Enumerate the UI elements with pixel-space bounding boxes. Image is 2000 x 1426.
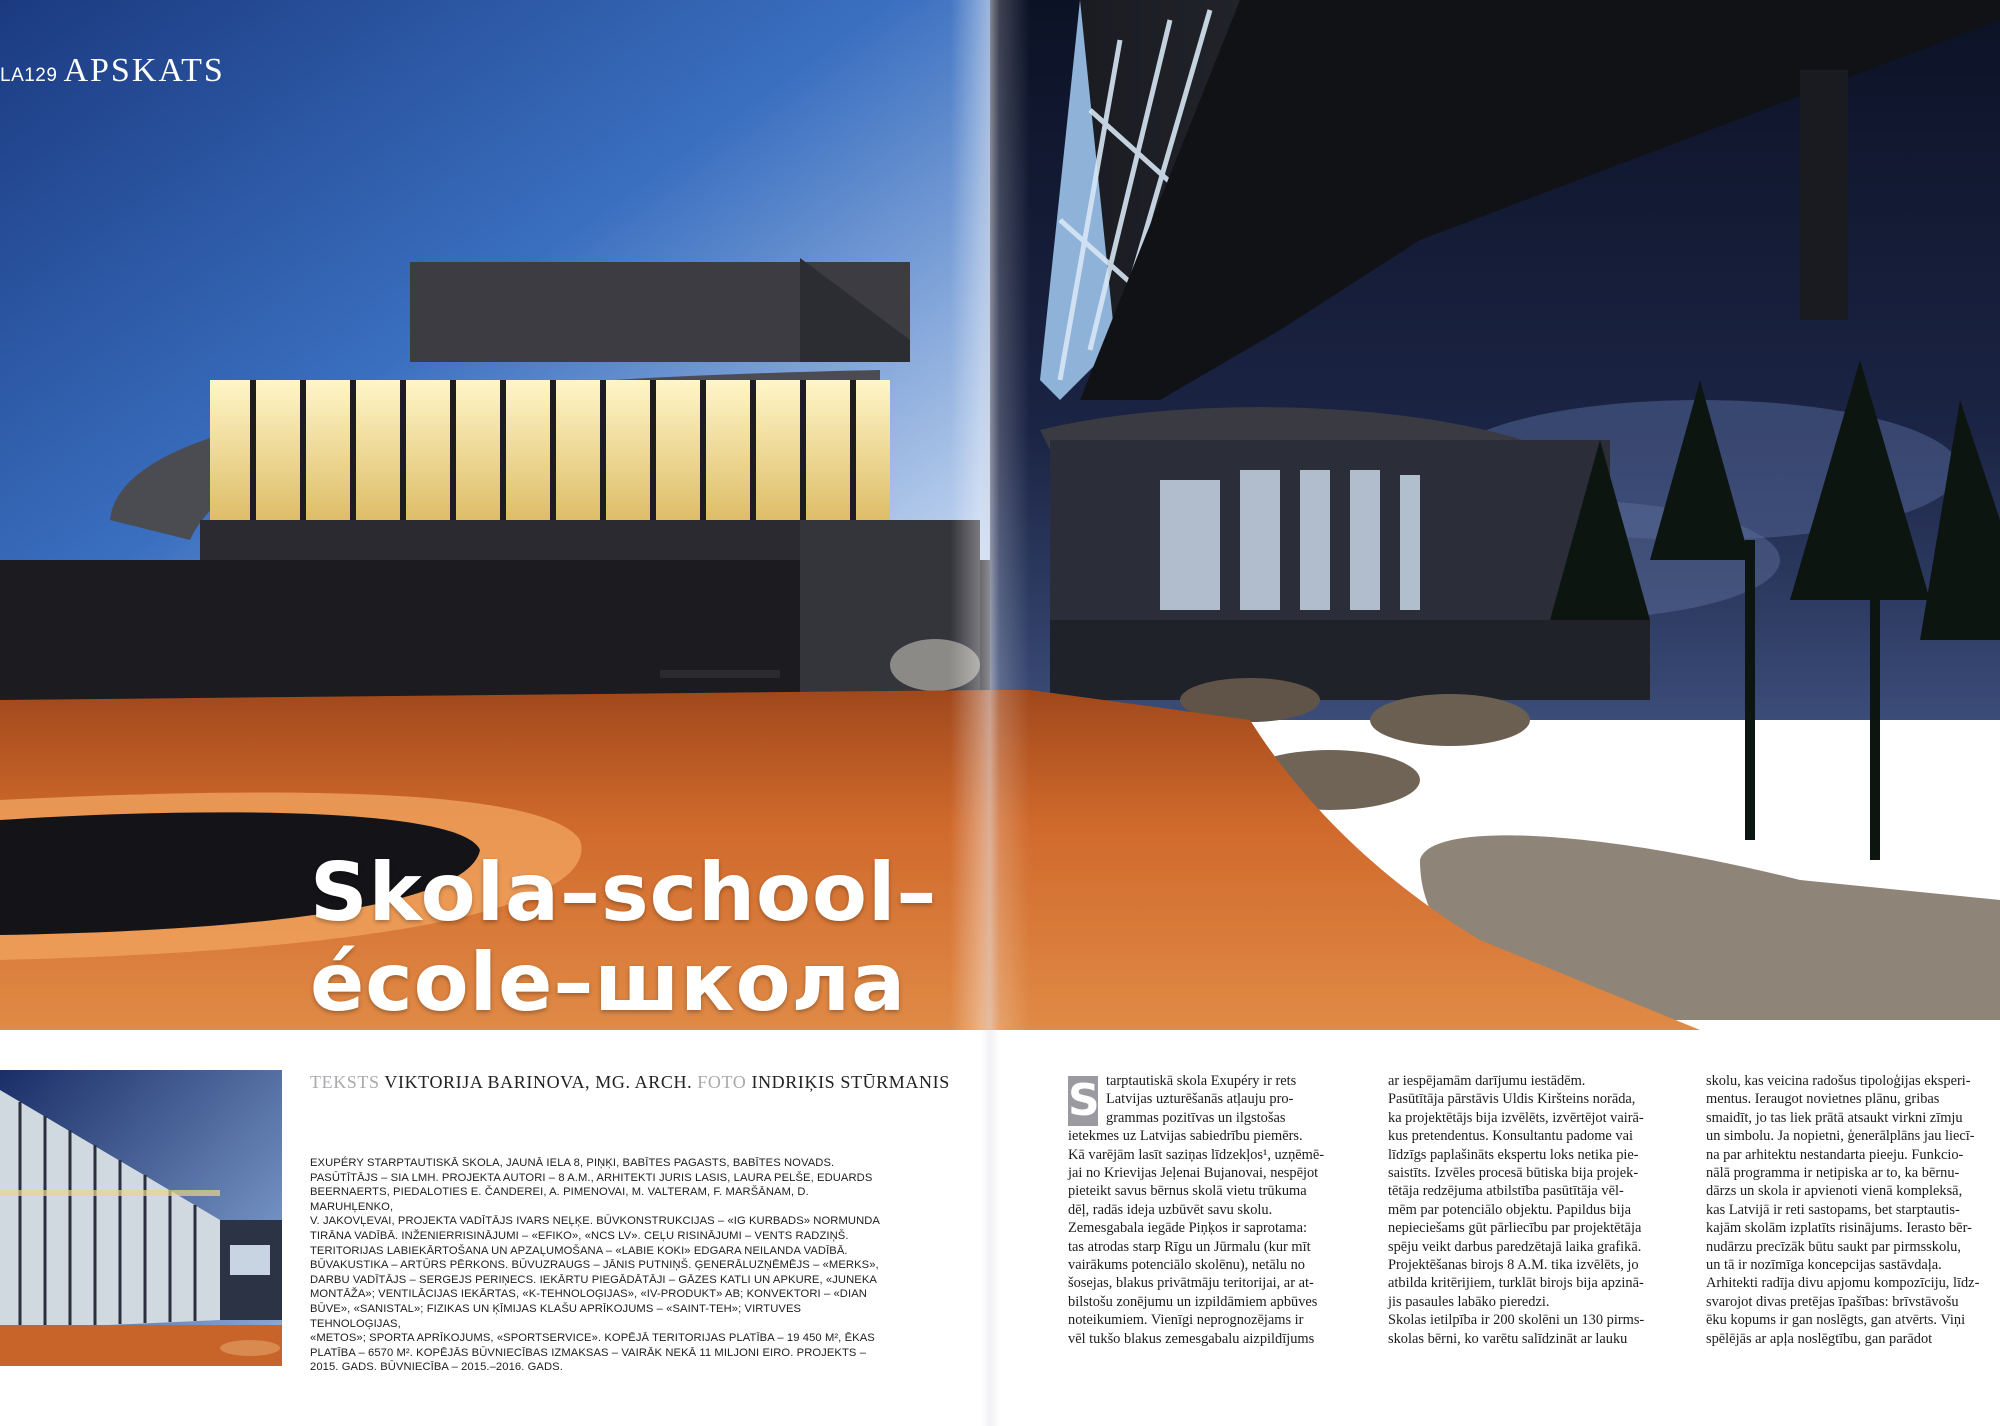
article-line: noteikumiem. Vienīgi neprognozējams ir xyxy=(1068,1312,1304,1329)
article-line: smaidīt, jo tas liek prātā atsaukt virkni zīmju xyxy=(1706,1109,1963,1126)
text-label: TEKSTS xyxy=(310,1072,380,1092)
article-line: ietekmes uz Latvijas sabiedrību piemērs. xyxy=(1068,1128,1303,1145)
drop-cap: S xyxy=(1068,1075,1100,1126)
photographer-name: INDRIĶIS STŪRMANIS xyxy=(751,1072,950,1092)
article-line: un tā ir nozīmīga koncepcijas sastāvdaļa. xyxy=(1706,1257,1942,1274)
article-line: mentus. Ieraugot novietnes plānu, gribas xyxy=(1706,1091,1940,1108)
article-line: pieteikt savus bērnus skolā vietu trūkuma xyxy=(1068,1183,1307,1200)
article-line: svarojot divas pretējas īpašības: brīvstāvošu xyxy=(1706,1293,1959,1310)
article-column-1 xyxy=(1068,1072,1376,1348)
article-column-3 xyxy=(1706,1072,1996,1348)
article-line: kajām skolām izplatīts risinājums. Ierasto bēr- xyxy=(1706,1220,1972,1237)
credits-line: BEERNAERTS, PIEDALOTIES E. ČANDEREI, A. PIMENOVAI, M. VALTERAM, F. MARŠĀNAM, D. MARUHĻENKO, xyxy=(310,1186,809,1213)
article-line: skolas bērni, ko varētu salīdzināt ar lauku xyxy=(1388,1330,1628,1347)
article-line: kas Latvijā ir reti sastopams, bet starptautis- xyxy=(1706,1201,1960,1218)
credits-line: V. JAKOVĻEVAI, PROJEKTA VADĪTĀJS IVARS NEĻĶE. BŪVKONSTRUKCIJAS – «IG KURBADS» NORMUNDA xyxy=(310,1215,880,1228)
credits-line: PASŪTĪTĀJS – SIA LMH. PROJEKTA AUTORI – 8 A.M., ARHITEKTI JURIS LASIS, LAURA PELŠE, EDUARDS xyxy=(310,1171,873,1184)
article-line: dārzs un skola ir apvienoti vienā kompleksā, xyxy=(1706,1183,1963,1200)
article-line: nudārzu precīzāk būtu saukt par pirmsskolu, xyxy=(1706,1238,1961,1255)
article-line: kus pretendentus. Konsultantu padome vai xyxy=(1388,1128,1633,1145)
credits-line: «METOS»; SPORTA APRĪKOJUMS, «SPORTSERVICE». KOPĒJĀ TERITORIJAS PLATĪBA – 19 450 M², ĒKAS xyxy=(310,1332,875,1345)
article-line: bilstošu zonējumu un izpildāmiem apbūves xyxy=(1068,1293,1318,1310)
article-line: Skolas ietilpība ir 200 skolēni un 130 pirms- xyxy=(1388,1312,1645,1329)
article-line: ka projektētājs bija izvēlēts, izvērtējot vairā- xyxy=(1388,1109,1644,1126)
credits-line: BŪVAKUSTIKA – ARTŪRS PĒRKONS. BŪVUZRAUGS – JĀNIS PUTNIŅŠ. ĢENERĀLUZŅĒMĒJS – «MERKS», xyxy=(310,1259,879,1272)
credits-line: TERITORIJAS LABIEKĀRTOŠANA UN APZAĻUMOŠANA – «LABIE KOKI» EDGARA NEILANDA VADĪBĀ. xyxy=(310,1244,848,1257)
credits-line: MONTĀŽA»; VENTILĀCIJAS IEKĀRTAS, «K-TEHNOLOĢIJAS», «IV-PRODUKT» AB; KONVEKTORI – «DIAN xyxy=(310,1288,867,1301)
article-line: mēm par potenciālo objektu. Papildus bija xyxy=(1388,1201,1631,1218)
credits-line: DARBU VADĪTĀJS – SERGEJS PERIŅECS. IEKĀRTU PIEGĀDĀTĀJI – GĀZES KATLI UN APKURE, «JUNEKA xyxy=(310,1273,877,1286)
article-line: vairākums potenciālo skolēnu), netālu no xyxy=(1068,1257,1305,1274)
article-line: ar iespējamām darījumu iestādēm. xyxy=(1388,1073,1586,1089)
article-line: tarptautiskā skola Exupéry ir rets xyxy=(1106,1073,1297,1089)
article-line: saistīts. Izvēles procesā būtiska bija projek- xyxy=(1388,1165,1639,1182)
article-line: līdzīgs paplašināts ekspertu loks netika pie- xyxy=(1388,1146,1639,1163)
thumbnail-photo xyxy=(0,1070,282,1366)
credits-line: PLATĪBA – 6570 M². KOPĒJĀS BŪVNIECĪBAS IZMAKSAS – VAIRĀK NEKĀ 11 MILJONI EIRO. PROJEKTS – xyxy=(310,1346,867,1359)
article-line: jis pasaules labāko pieredzi. xyxy=(1388,1293,1550,1310)
article-line: spēju veikt darbus paredzētajā laika grafikā. xyxy=(1388,1238,1642,1255)
title-line-1: Skola–school– xyxy=(310,846,938,939)
section-header xyxy=(0,52,225,90)
credits-line: TIRĀNA VADĪBĀ. INŽENIERRISINĀJUMI – «EFIKO», «NCS LV». CEĻU RISINĀJUMI – VENTS RADZIŅŠ. xyxy=(310,1229,849,1242)
article-line: nālā programma ir netipiska ar to, ka bērnu- xyxy=(1706,1165,1960,1182)
article-line: atbilda kritērijiem, turklāt birojs bija apzinā- xyxy=(1388,1275,1644,1292)
article-line: vēl tukšo blakus zemesgabalu aizpildījums xyxy=(1068,1330,1315,1347)
photo-label: FOTO xyxy=(697,1072,747,1092)
article-line: Latvijas uzturēšanās atļauju pro- xyxy=(1106,1091,1294,1108)
article-line: grammas pozitīvas un ilgstošas xyxy=(1106,1109,1286,1126)
article-line: ēku kopums ir gan noslēgts, gan atvērts. Viņi xyxy=(1706,1312,1966,1329)
credits-line: 2015. GADS. BŪVNIECĪBA – 2015.–2016. GADS. xyxy=(310,1361,563,1374)
section-name: APSKATS xyxy=(63,52,225,89)
author-name: VIKTORIJA BARINOVA, MG. ARCH. xyxy=(384,1072,693,1092)
article-line: dēļ, radās ideja uzbūvēt savu skolu. xyxy=(1068,1201,1273,1218)
school-facade-photo xyxy=(0,1070,282,1366)
project-credits xyxy=(310,1156,888,1375)
article-line: Kā varējām lasīt saziņas līdzekļos¹, uzņēmē- xyxy=(1068,1146,1325,1163)
article-line: skolu, kas veicina radošus tipoloģijas eksperi- xyxy=(1706,1073,1971,1089)
title-line-2: école–школа xyxy=(310,936,907,1029)
article-line: jai no Krievijas Jeļenai Bujanovai, nespējot xyxy=(1068,1165,1319,1182)
article-line: šosejas, blakus privātmāju teritorijai, ar at- xyxy=(1068,1275,1314,1292)
article-column-2 xyxy=(1388,1072,1700,1348)
credits-line: BŪVE», «SANISTAL»; FIZIKAS UN ĶĪMIJAS KLAŠU APRĪKOJUMS – «SAINT-TEH»; VIRTUVES TEHNOLOĢIJAS, xyxy=(310,1302,802,1330)
article-line: nepieciešams gūt pārliecību par projektētāja xyxy=(1388,1220,1642,1237)
article-line: Projektēšanas birojs 8 A.M. tika izvēlēts, jo xyxy=(1388,1257,1639,1274)
article-line: Arhitekti radīja divu apjomu kompozīciju, līdz- xyxy=(1706,1275,1980,1292)
article-title xyxy=(310,848,937,1028)
article-line: Pasūtītāja pārstāvis Uldis Kiršteins norāda, xyxy=(1388,1091,1636,1108)
article-line: tas atrodas starp Rīgu un Jūrmalu (kur mīt xyxy=(1068,1238,1311,1255)
article-line: na par arhitektu nestandarta pieeju. Funkcio- xyxy=(1706,1146,1964,1163)
page-number: LA129 xyxy=(0,65,58,86)
byline xyxy=(310,1072,950,1093)
article-line: spēlējās ar apļa noslēgtību, gan parādot xyxy=(1706,1330,1933,1347)
article-line: Zemesgabala iegāde Piņķos ir saprotama: xyxy=(1068,1220,1307,1237)
article-line: tētāja redzējuma atbilstība pasūtītāja vēl- xyxy=(1388,1183,1624,1200)
article-line: un simbolu. Ja nopietni, ģenerālplāns jau liecī- xyxy=(1706,1128,1975,1145)
credits-line: EXUPÉRY STARPTAUTISKĀ SKOLA, JAUNĀ IELA 8, PIŅĶI, BABĪTES PAGASTS, BABĪTES NOVADS. xyxy=(310,1157,835,1169)
